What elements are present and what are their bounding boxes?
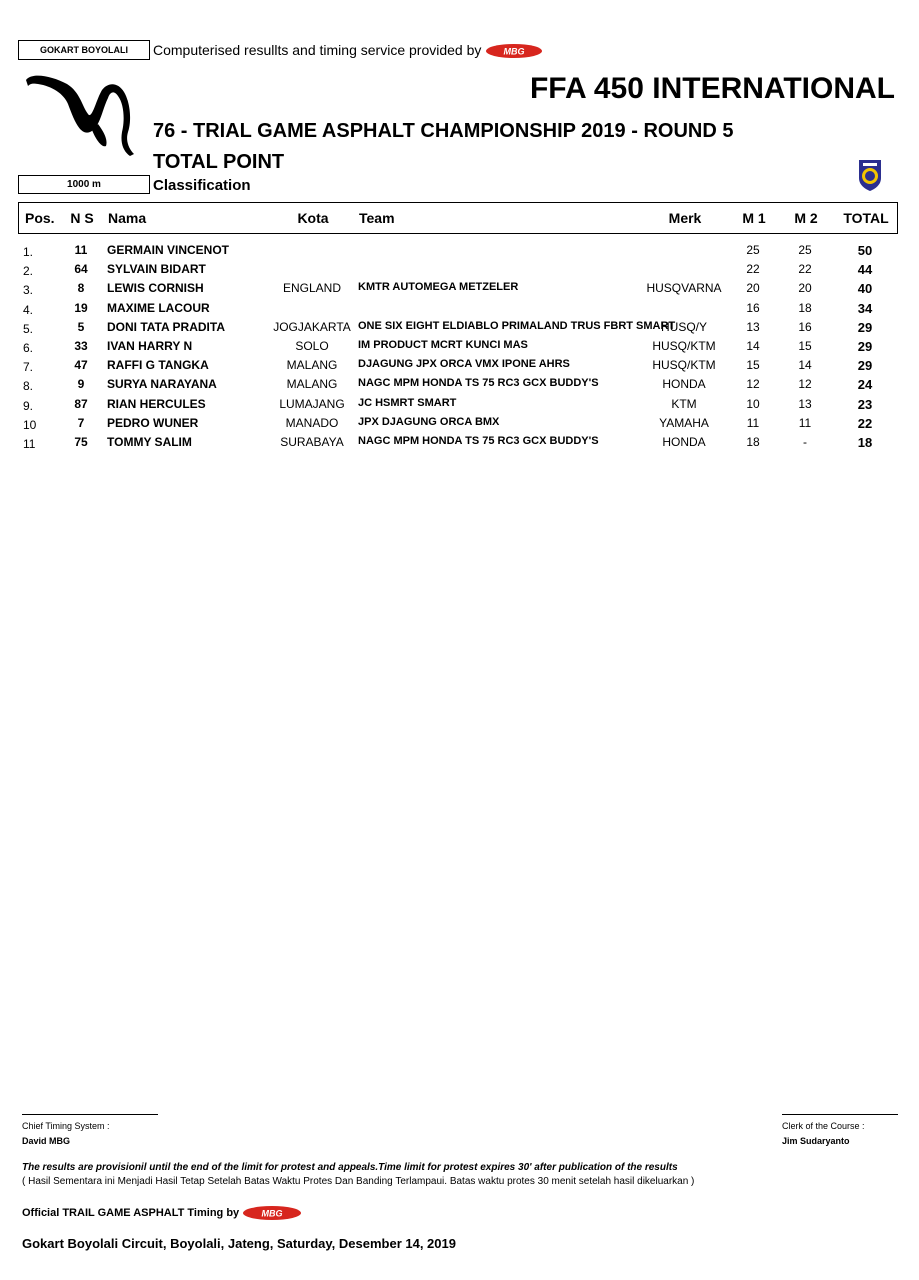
table-header bbox=[18, 202, 898, 234]
cell-kota: JOGJAKARTA bbox=[273, 319, 351, 334]
cell-kota: MALANG bbox=[286, 358, 338, 373]
cell-pos: 11 bbox=[23, 436, 36, 451]
cell-ns: 5 bbox=[77, 319, 85, 334]
chief-signature-line bbox=[22, 1114, 158, 1115]
table-row bbox=[18, 299, 898, 318]
table-row bbox=[18, 241, 898, 260]
venue-date: Gokart Boyolali Circuit, Boyolali, Jateng, Saturday, Desember 14, 2019 bbox=[22, 1236, 456, 1251]
cell-m1: 15 bbox=[746, 358, 760, 373]
cell-ns: 64 bbox=[74, 262, 88, 277]
cell-m1: 25 bbox=[746, 243, 760, 257]
cell-ns: 9 bbox=[77, 377, 85, 392]
cell-pos: 10 bbox=[23, 417, 37, 432]
results-table bbox=[18, 202, 898, 452]
cell-m2: - bbox=[803, 434, 807, 449]
cell-nama: LEWIS CORNISH bbox=[107, 281, 204, 296]
cell-m2: 16 bbox=[798, 319, 812, 334]
cell-ns: 47 bbox=[74, 358, 88, 373]
service-credit bbox=[153, 42, 543, 59]
championship-title: 76 - TRIAL GAME ASPHALT CHAMPIONSHIP 2019 - ROUND 5 bbox=[153, 120, 734, 142]
cell-m2: 18 bbox=[798, 300, 812, 315]
cell-kota: SOLO bbox=[295, 338, 329, 353]
cell-merk: HONDA bbox=[662, 434, 706, 449]
cell-kota: MALANG bbox=[286, 377, 338, 392]
cell-nama: TOMMY SALIM bbox=[107, 434, 192, 449]
table-row bbox=[18, 395, 898, 414]
table-row bbox=[18, 318, 898, 337]
cell-m2: 20 bbox=[798, 281, 812, 296]
table-row bbox=[18, 433, 898, 452]
table-body bbox=[18, 241, 898, 452]
col-team: Team bbox=[359, 210, 395, 226]
cell-nama: SURYA NARAYANA bbox=[107, 377, 217, 392]
cell-nama: RIAN HERCULES bbox=[107, 396, 206, 411]
col-m2: M 2 bbox=[794, 210, 818, 226]
cell-total: 29 bbox=[857, 358, 873, 374]
crest-icon bbox=[857, 158, 883, 192]
mbg-logo bbox=[485, 43, 543, 59]
cell-total: 18 bbox=[857, 434, 873, 450]
cell-m1: 14 bbox=[746, 338, 760, 353]
cell-team: NAGC MPM HONDA TS 75 RC3 GCX BUDDY'S bbox=[358, 434, 599, 447]
cell-nama: RAFFI G TANGKA bbox=[107, 358, 209, 373]
chief-label: Chief Timing System : bbox=[22, 1121, 110, 1131]
cell-total: 23 bbox=[857, 396, 873, 412]
cell-m1: 16 bbox=[746, 300, 760, 315]
col-m1: M 1 bbox=[742, 210, 766, 226]
track-layout-icon bbox=[22, 70, 137, 160]
cell-pos: 5. bbox=[23, 321, 34, 336]
cell-merk: HUSQ/Y bbox=[660, 319, 707, 334]
cell-ns: 19 bbox=[74, 300, 88, 315]
cell-m2: 12 bbox=[798, 377, 812, 392]
cell-ns: 11 bbox=[74, 243, 88, 257]
cell-kota: ENGLAND bbox=[282, 281, 341, 296]
service-text: Computerised resullts and timing service provided by bbox=[153, 42, 482, 58]
cell-ns: 75 bbox=[74, 434, 88, 449]
cell-ns: 7 bbox=[77, 415, 85, 430]
col-merk: Merk bbox=[668, 210, 702, 226]
cell-total: 22 bbox=[857, 415, 873, 431]
clerk-signature-line bbox=[782, 1114, 898, 1115]
distance-box: 1000 m bbox=[18, 175, 150, 194]
official-timing bbox=[22, 1205, 302, 1221]
cell-m1: 11 bbox=[746, 415, 760, 430]
cell-merk: HUSQ/KTM bbox=[652, 338, 716, 353]
cell-m2: 22 bbox=[798, 262, 812, 277]
cell-total: 50 bbox=[857, 243, 873, 258]
cell-total: 34 bbox=[857, 300, 873, 316]
cell-pos: 8. bbox=[23, 379, 34, 394]
cell-merk: HUSQVARNA bbox=[646, 281, 722, 296]
cell-pos: 6. bbox=[23, 340, 34, 355]
cell-total: 29 bbox=[857, 338, 873, 354]
cell-total: 29 bbox=[857, 319, 873, 335]
cell-nama: IVAN HARRY N bbox=[107, 338, 193, 353]
cell-m2: 14 bbox=[798, 358, 812, 373]
table-row bbox=[18, 260, 898, 279]
cell-m1: 12 bbox=[746, 377, 760, 392]
cell-m1: 10 bbox=[746, 396, 760, 411]
cell-nama: DONI TATA PRADITA bbox=[107, 319, 225, 334]
clerk-label: Clerk of the Course : bbox=[782, 1121, 865, 1131]
cell-merk: YAMAHA bbox=[659, 415, 709, 430]
cell-kota: MANADO bbox=[285, 415, 339, 430]
cell-team: JPX DJAGUNG ORCA BMX bbox=[358, 415, 500, 428]
section-title: TOTAL POINT bbox=[153, 151, 285, 173]
cell-total: 44 bbox=[857, 262, 873, 278]
cell-team: KMTR AUTOMEGA METZELER bbox=[358, 281, 519, 294]
clerk-name: Jim Sudaryanto bbox=[782, 1136, 850, 1146]
cell-nama: PEDRO WUNER bbox=[107, 415, 199, 430]
cell-m1: 18 bbox=[746, 434, 760, 449]
cell-m1: 22 bbox=[746, 262, 760, 277]
cell-team: IM PRODUCT MCRT KUNCI MAS bbox=[358, 338, 528, 351]
cell-merk: KTM bbox=[671, 396, 697, 411]
cell-m2: 11 bbox=[798, 415, 812, 430]
cell-total: 40 bbox=[857, 281, 873, 297]
col-total: TOTAL bbox=[843, 210, 889, 226]
cell-pos: 4. bbox=[23, 302, 34, 317]
table-row bbox=[18, 375, 898, 394]
cell-m1: 13 bbox=[746, 319, 760, 334]
cell-pos: 2. bbox=[23, 264, 34, 279]
mbg-logo-footer bbox=[242, 1205, 302, 1221]
col-ns: N S bbox=[70, 210, 94, 226]
disclaimer-id: ( Hasil Sementara ini Menjadi Hasil Tetap Setelah Batas Waktu Protes Dan Banding Terlampaui. Batas waktu protes 30 menit setelah hasil dikeluarkan ) bbox=[22, 1176, 695, 1187]
cell-pos: 9. bbox=[23, 398, 34, 413]
cell-total: 24 bbox=[857, 377, 873, 393]
classification-label: Classification bbox=[153, 177, 251, 194]
disclaimer-en: The results are provisionil until the end of the limit for protest and appeals.Time limit for protest expires 30' after publication of the results bbox=[22, 1162, 678, 1173]
table-row bbox=[18, 279, 898, 298]
page-title: FFA 450 INTERNATIONAL bbox=[529, 72, 895, 105]
cell-ns: 8 bbox=[77, 281, 85, 296]
cell-m2: 15 bbox=[798, 338, 812, 353]
cell-merk: HUSQ/KTM bbox=[652, 358, 716, 373]
cell-nama: MAXIME LACOUR bbox=[107, 300, 210, 315]
cell-ns: 87 bbox=[74, 396, 88, 411]
cell-m1: 20 bbox=[746, 281, 760, 296]
table-row bbox=[18, 337, 898, 356]
cell-kota: LUMAJANG bbox=[279, 396, 345, 411]
cell-nama: SYLVAIN BIDART bbox=[107, 262, 206, 277]
mbg-logo-footer-text: MBG bbox=[261, 1208, 283, 1219]
cell-pos: 3. bbox=[23, 283, 34, 298]
col-pos: Pos. bbox=[25, 210, 55, 226]
venue-box: GOKART BOYOLALI bbox=[18, 40, 150, 60]
cell-pos: 7. bbox=[23, 360, 34, 375]
cell-ns: 33 bbox=[74, 338, 88, 353]
cell-kota: SURABAYA bbox=[280, 434, 344, 449]
mbg-logo-text: MBG bbox=[503, 46, 525, 57]
table-row bbox=[18, 356, 898, 375]
official-text: Official TRAIL GAME ASPHALT Timing by bbox=[22, 1206, 240, 1219]
cell-pos: 1. bbox=[23, 245, 34, 259]
cell-team: NAGC MPM HONDA TS 75 RC3 GCX BUDDY'S bbox=[358, 377, 599, 390]
cell-nama: GERMAIN VINCENOT bbox=[107, 243, 230, 257]
col-nama: Nama bbox=[108, 210, 147, 226]
cell-m2: 13 bbox=[798, 396, 812, 411]
chief-name: David MBG bbox=[22, 1136, 71, 1146]
table-row bbox=[18, 414, 898, 433]
cell-m2: 25 bbox=[798, 243, 812, 257]
cell-merk: HONDA bbox=[662, 377, 706, 392]
col-kota: Kota bbox=[297, 210, 329, 226]
cell-team: DJAGUNG JPX ORCA VMX IPONE AHRS bbox=[358, 358, 570, 371]
cell-team: JC HSMRT SMART bbox=[358, 396, 457, 409]
cell-team: ONE SIX EIGHT ELDIABLO PRIMALAND TRUS FBRT SMART bbox=[358, 319, 676, 332]
